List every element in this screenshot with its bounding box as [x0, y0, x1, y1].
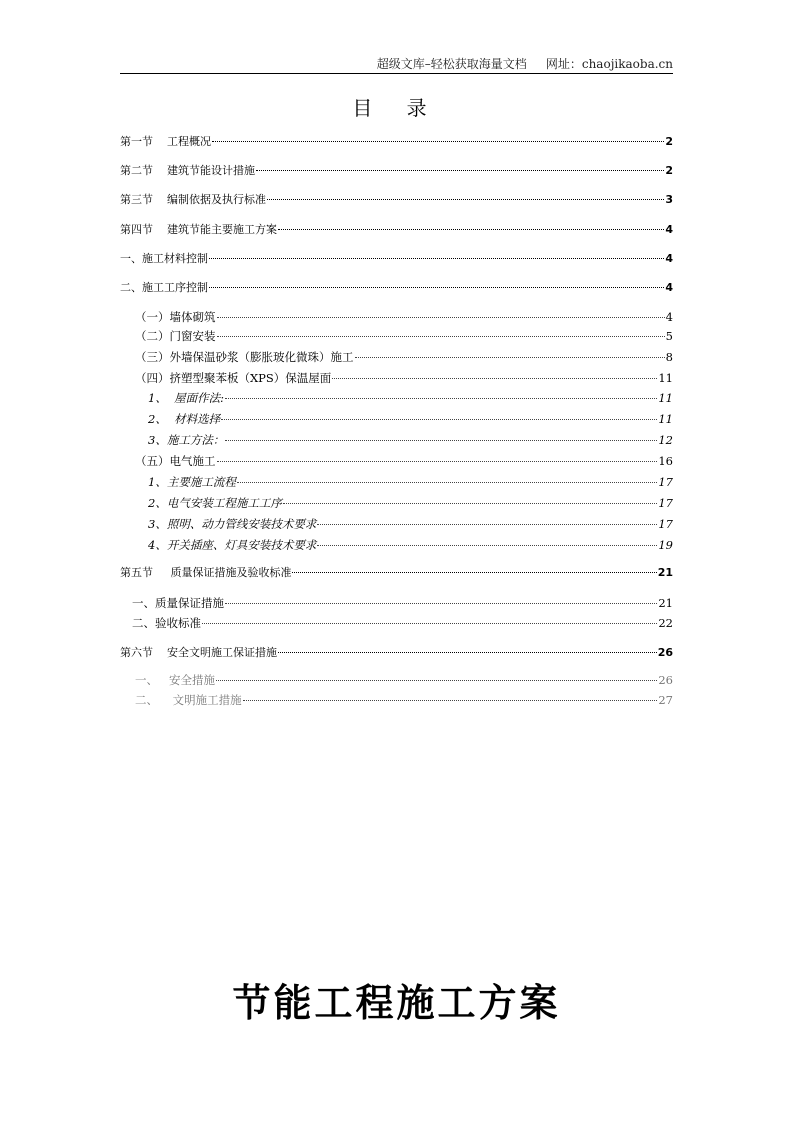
- toc-page-number: 11: [658, 391, 673, 405]
- toc-title: 目 录: [352, 96, 441, 120]
- toc-leader-dots: [317, 545, 657, 546]
- toc-leader-dots: [216, 680, 657, 681]
- toc-page-number: 22: [658, 616, 673, 630]
- toc-entry-label: 一、施工材料控制: [120, 252, 208, 265]
- toc-entry-label: 1、 屋面作法:: [148, 391, 225, 405]
- toc-leader-dots: [278, 652, 657, 653]
- toc-entry-label: 二、验收标准: [132, 616, 201, 630]
- toc-page-number: 2: [665, 164, 673, 177]
- toc-entry[interactable]: [135, 692, 673, 708]
- toc-leader-dots: [267, 199, 664, 200]
- toc-page-number: 11: [658, 371, 673, 385]
- toc-page-number: 4: [665, 223, 673, 236]
- toc-leader-dots: [355, 357, 665, 358]
- toc-entry[interactable]: [120, 565, 673, 581]
- toc-entry-label: 4、开关插座、灯具安装技术要求: [148, 538, 317, 552]
- toc-leader-dots: [225, 398, 657, 399]
- toc-entry-label: 3、照明、动力管线安装技术要求: [148, 517, 317, 531]
- header-url: 网址：chaojikaoba.cn: [545, 57, 673, 71]
- toc-entry-label: （二）门窗安装: [135, 329, 216, 343]
- toc-entry-label: 1、主要施工流程: [148, 475, 236, 489]
- toc-leader-dots: [283, 503, 658, 504]
- toc-entry-label: 3、施工方法：: [148, 433, 225, 447]
- toc-leader-dots: [317, 524, 657, 525]
- toc-leader-dots: [209, 287, 664, 288]
- toc-page-number: 2: [665, 135, 673, 148]
- toc-page-number: 21: [658, 596, 673, 610]
- toc-leader-dots: [278, 229, 664, 230]
- toc-entry[interactable]: [148, 432, 673, 448]
- toc-leader-dots: [212, 141, 664, 142]
- toc-page-number: 19: [658, 538, 673, 552]
- toc-entry-label: 第五节 质量保证措施及验收标准: [120, 566, 292, 579]
- toc-entry-label: 第六节 安全文明施工保证措施: [120, 646, 277, 659]
- toc-entry[interactable]: [120, 280, 673, 296]
- toc-page-number: 4: [665, 252, 673, 265]
- toc-page-number: 11: [658, 412, 673, 426]
- toc-entry[interactable]: [135, 453, 673, 469]
- toc-entry-label: 二、 文明施工措施: [135, 693, 242, 707]
- toc-page-number: 17: [658, 496, 673, 510]
- toc-page-number: 17: [658, 517, 673, 531]
- toc-leader-dots: [221, 419, 657, 420]
- toc-leader-dots: [225, 603, 657, 604]
- toc-entry-label: 2、 材料选择: [148, 412, 221, 426]
- toc-entry[interactable]: [120, 163, 673, 179]
- toc-leader-dots: [202, 623, 657, 624]
- toc-entry-label: 第二节 建筑节能设计措施: [120, 164, 255, 177]
- toc-leader-dots: [256, 170, 664, 171]
- toc-entry[interactable]: [135, 328, 673, 344]
- toc-page-number: 5: [665, 329, 673, 343]
- toc-leader-dots: [217, 336, 665, 337]
- toc-entry-label: 第四节 建筑节能主要施工方案: [120, 223, 277, 236]
- toc-page-number: 4: [665, 310, 673, 324]
- toc-leader-dots: [217, 317, 665, 318]
- toc-page-number: 8: [665, 350, 673, 364]
- toc-entry[interactable]: [132, 595, 673, 611]
- toc-page-number: 4: [665, 281, 673, 294]
- toc-entry[interactable]: [135, 349, 673, 365]
- toc-leader-dots: [225, 440, 657, 441]
- toc-entry[interactable]: [148, 516, 673, 532]
- toc-entry[interactable]: [148, 411, 673, 427]
- toc-page-number: 26: [658, 673, 673, 687]
- toc-entry[interactable]: [120, 251, 673, 267]
- toc-page-number: 16: [658, 454, 673, 468]
- toc-leader-dots: [209, 258, 664, 259]
- toc-entry[interactable]: [135, 672, 673, 688]
- toc-entry-label: 一、 安全措施: [135, 673, 215, 687]
- document-title: 节能工程施工方案: [232, 981, 561, 1025]
- toc-page-number: 26: [657, 646, 673, 659]
- toc-entry-label: （三）外墙保温砂浆（膨胀玻化微珠）施工: [135, 350, 354, 364]
- toc-page-number: 12: [658, 433, 673, 447]
- toc-leader-dots: [292, 572, 656, 573]
- toc-entry[interactable]: [132, 615, 673, 631]
- toc-entry[interactable]: [135, 309, 673, 325]
- toc-entry[interactable]: [120, 222, 673, 238]
- toc-leader-dots: [332, 378, 657, 379]
- toc-entry[interactable]: [120, 134, 673, 150]
- toc-entry[interactable]: [148, 537, 673, 553]
- toc-page-number: 27: [658, 693, 673, 707]
- toc-entry-label: （五）电气施工: [135, 454, 216, 468]
- toc-entry[interactable]: [148, 390, 673, 406]
- toc-page-number: 3: [665, 193, 673, 206]
- toc-entry-label: （一）墙体砌筑: [135, 310, 216, 324]
- toc-entry[interactable]: [148, 495, 673, 511]
- toc-entry-label: 第三节 编制依据及执行标准: [120, 193, 266, 206]
- toc-entry-label: 二、施工工序控制: [120, 281, 208, 294]
- toc-leader-dots: [243, 700, 658, 701]
- toc-entry[interactable]: [120, 645, 673, 661]
- header-site: 超级文库–轻松获取海量文档: [376, 57, 527, 71]
- toc-page-number: 17: [658, 475, 673, 489]
- header-divider: [120, 73, 673, 74]
- page-header: [377, 55, 673, 72]
- toc-entry[interactable]: [148, 474, 673, 490]
- toc-entry-label: 2、电气安装工程施工工序: [148, 496, 282, 510]
- toc-page-number: 21: [657, 566, 673, 579]
- toc-leader-dots: [217, 461, 658, 462]
- toc-entry[interactable]: [120, 192, 673, 208]
- toc-entry-label: 第一节 工程概况: [120, 135, 211, 148]
- toc-leader-dots: [237, 482, 658, 483]
- toc-entry[interactable]: [135, 370, 673, 386]
- toc-entry-label: （四）挤塑型聚苯板（XPS）保温屋面: [135, 371, 332, 385]
- toc-entry-label: 一、质量保证措施: [132, 596, 224, 610]
